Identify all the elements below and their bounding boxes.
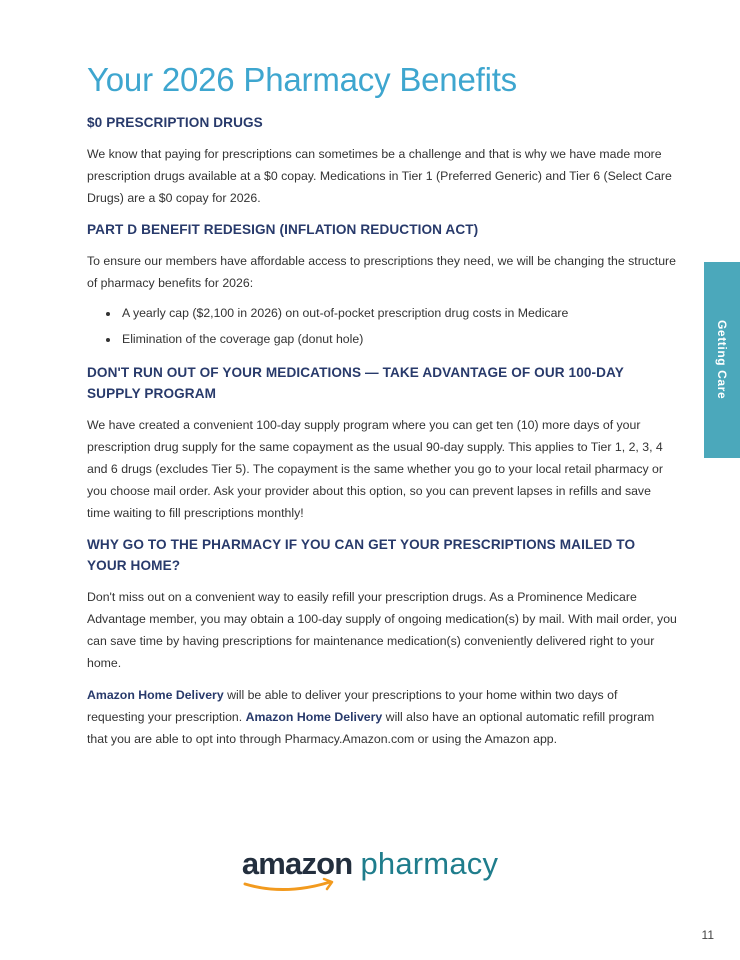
- delivery-text: will also have an optional automatic refill program that you are able to opt into through Pharmacy.Amazon.com or using the Amazon app.: [87, 710, 655, 746]
- delivery-name: Amazon Home Delivery: [245, 710, 383, 724]
- section-body: We have created a convenient 100-day supply program where you can get ten (10) more days of your prescription drug supply for the same copayment as the usual 90-day supply. This applies to Tier 1, 2, 3, 4 and 6 drugs (excludes Tier 5). The copayment is the same whether you go to your local retail pharmacy or you choose mail order. Ask your provider about this option, so you can prevent lapses in refills and save time waiting to fill prescriptions monthly!: [87, 418, 663, 520]
- section-heading: $0 PRESCRIPTION DRUGS: [87, 115, 263, 130]
- amazon-pharmacy-logo: [0, 846, 740, 896]
- delivery-text: will be able to deliver your prescriptions to your home within two days of requesting your prescription.: [87, 688, 618, 724]
- section-body: Don't miss out on a convenient way to easily refill your prescription drugs. As a Prominence Medicare Advantage member, you may obtain a 100-day supply of ongoing medication(s) by mail. With mail order, you can save time by having prescriptions for maintenance medication(s) conveniently delivered right to your home.: [87, 590, 677, 670]
- section-100-day: [87, 362, 677, 524]
- section-heading: DON'T RUN OUT OF YOUR MEDICATIONS — TAKE ADVANTAGE OF OUR 100-DAY SUPPLY PROGRAM: [87, 365, 624, 401]
- logo-word-pharmacy: pharmacy: [360, 846, 499, 881]
- section-body: We know that paying for prescriptions can sometimes be a challenge and that is why we have made more prescription drugs available at a $0 copay. Medications in Tier 1 (Preferred Generic) and Tier 6 (Select Care Drugs) are a $0 copay for 2026.: [87, 147, 672, 205]
- section-heading: PART D BENEFIT REDESIGN (INFLATION REDUCTION ACT): [87, 222, 479, 237]
- page-number: 11: [701, 928, 714, 942]
- list-item: • Elimination of the coverage gap (donut hole): [120, 326, 677, 352]
- delivery-name: Amazon Home Delivery: [87, 688, 224, 702]
- section-mail-order: [87, 534, 677, 750]
- list-item: • A yearly cap ($2,100 in 2026) on out-of-pocket prescription drug costs in Medicare: [120, 300, 677, 326]
- side-tab-getting-care[interactable]: [704, 262, 740, 458]
- section-zero-copay: [87, 112, 677, 209]
- delivery-paragraph: [87, 684, 677, 750]
- section-heading: WHY GO TO THE PHARMACY IF YOU CAN GET YOUR PRESCRIPTIONS MAILED TO YOUR HOME?: [87, 537, 636, 573]
- bullet-list: [87, 300, 677, 352]
- section-part-d: [87, 219, 677, 352]
- page-content: [87, 58, 677, 760]
- side-tab-label: Getting Care: [715, 320, 729, 400]
- section-body: To ensure our members have affordable access to prescriptions they need, we will be changing the structure of pharmacy benefits for 2026:: [87, 254, 676, 290]
- page-title: Your 2026 Pharmacy Benefits: [87, 61, 517, 98]
- logo-word-amazon: amazon: [241, 846, 353, 881]
